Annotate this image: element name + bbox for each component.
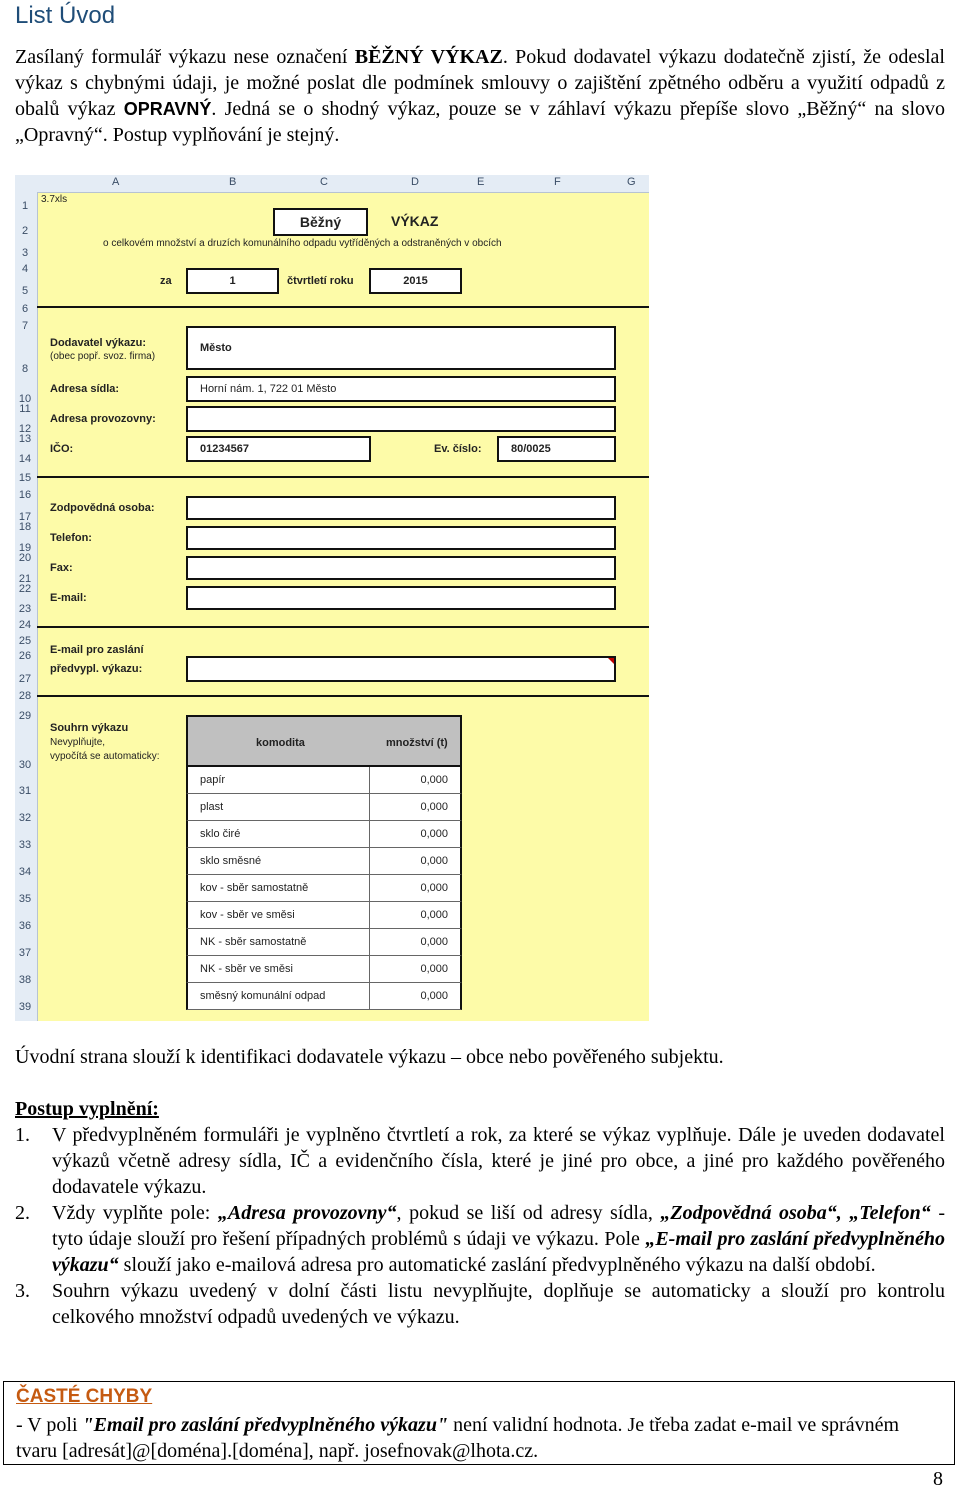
quarter-label: čtvrtletí roku [287, 275, 354, 287]
table-row [186, 848, 462, 875]
cell-divider [369, 929, 370, 955]
row-header-36[interactable]: 36 [18, 920, 32, 932]
step-1: 1. V předvyplněném formuláři je vyplněno čtvrtletí a rok, za které se výkaz vyplňuje. Dále je uveden dodavatel výkazů včetně adresy sídla, IČ a evidenčního čísla, které je jiné pro obce, a jiné pro každého pověřeného dodavatele výkazu. [15, 1124, 945, 1198]
column-header-g[interactable]: G [627, 176, 636, 188]
operation-address-field[interactable] [186, 406, 616, 432]
intro-paragraph: Zasílaný formulář výkazu nese označení BĚŽNÝ VÝKAZ. Pokud dodavatel výkazu dodatečně zjistí, že odeslal výkaz s chybnými údaji, je možné poslat dle podmínek smlouvy o zajištění zpětného odběru a využití odpadů z obalů výkaz OPRAVNÝ. Jedná se o shodný výkaz, pouze se v záhlaví výkazu přepíše slovo „Běžný“ na slovo „Opravný“. Postup vyplňování je stejný. [15, 46, 946, 146]
row-header-24[interactable]: 24 [18, 619, 32, 631]
filename-cell: 3.7xls [41, 194, 68, 205]
opravny-term: OPRAVNÝ [123, 99, 212, 119]
cell-divider [369, 956, 370, 982]
table-row [186, 956, 462, 983]
commodity-cell: papír [200, 774, 226, 786]
address-label: Adresa sídla: [50, 383, 120, 395]
quantity-cell: 0,000 [420, 963, 448, 975]
row-header-11[interactable]: 11 [19, 403, 31, 415]
row-header-30[interactable]: 30 [18, 759, 32, 771]
row-header-6[interactable]: 6 [21, 303, 29, 315]
row-header-17[interactable]: 17 [18, 511, 32, 523]
row-header-12[interactable]: 12 [18, 423, 32, 435]
row-header-26[interactable]: 26 [18, 650, 32, 662]
row-header-7[interactable]: 7 [21, 320, 29, 332]
report-subtitle: o celkovém množství a druzích komunálního odpadu vytříděných a odstraněných v obcích [103, 238, 502, 249]
row-header-21[interactable]: 21 [18, 573, 32, 585]
report-type-field[interactable]: Běžný [273, 208, 368, 236]
row-header-28[interactable]: 28 [18, 690, 32, 702]
caption: Úvodní strana slouží k identifikaci dodavatele výkazu – obce nebo pověřeného subjektu. [15, 1046, 724, 1068]
row-header-25[interactable]: 25 [18, 635, 32, 647]
commodity-cell: NK - sběr ve směsi [200, 963, 293, 975]
person-label: Zodpovědná osoba: [50, 502, 155, 514]
commodity-cell: sklo směsné [200, 855, 262, 867]
row-header-23[interactable]: 23 [18, 603, 32, 615]
column-header-d[interactable]: D [411, 176, 419, 188]
column-header-e[interactable]: E [477, 176, 485, 188]
row-header [15, 192, 38, 1021]
commodity-cell: plast [200, 801, 224, 813]
table-row [186, 767, 462, 794]
cell-divider [369, 767, 370, 793]
email-label: E-mail: [50, 592, 87, 604]
email-field[interactable] [186, 586, 616, 610]
supplier-label: Dodavatel výkazu: [50, 337, 146, 349]
commodity-cell: kov - sběr ve směsi [200, 909, 295, 921]
quantity-cell: 0,000 [420, 801, 448, 813]
step-3: 3. Souhrn výkazu uvedený v dolní části listu nevyplňujte, doplňuje se automaticky a slouží pro kontrolu celkového množství odpadů uvedených ve výkazu. [15, 1280, 945, 1328]
cell-divider [369, 794, 370, 820]
page-number: 8 [933, 1468, 943, 1490]
table-row [186, 794, 462, 821]
summary-note-2: vypočítá se automaticky: [50, 751, 160, 762]
summary-title: Souhrn výkazu [50, 722, 129, 734]
row-header-33[interactable]: 33 [18, 839, 32, 851]
person-field[interactable] [186, 496, 616, 520]
row-header-5[interactable]: 5 [21, 285, 29, 297]
divider [37, 695, 649, 697]
row-header-34[interactable]: 34 [18, 866, 32, 878]
procedure-title: Postup vyplnění: [15, 1098, 159, 1120]
row-header-18[interactable]: 18 [18, 521, 32, 533]
commodity-cell: sklo čiré [200, 828, 241, 840]
quantity-cell: 0,000 [420, 774, 448, 786]
supplier-field[interactable]: Město [186, 326, 616, 370]
prefill-email-label-1: E-mail pro zaslání [50, 644, 144, 656]
quantity-cell: 0,000 [420, 828, 448, 840]
row-header-39[interactable]: 39 [18, 1001, 32, 1013]
column-header [15, 175, 649, 193]
za-label: za [160, 275, 172, 287]
quantity-cell: 0,000 [420, 855, 448, 867]
row-header-4[interactable]: 4 [21, 263, 29, 275]
prefill-email-field[interactable] [186, 656, 616, 682]
page-heading: List Úvod [15, 2, 116, 29]
phone-label: Telefon: [50, 532, 92, 544]
commodity-cell: směsný komunální odpad [200, 990, 326, 1002]
row-header-19[interactable]: 19 [18, 542, 32, 554]
column-header-a[interactable]: A [112, 176, 120, 188]
ico-field[interactable]: 01234567 [186, 436, 371, 462]
common-errors-text: - V poli "Email pro zaslání předvyplněného výkazu" není validní hodnota. Je třeba zadat e-mail ve správném tvaru [adresát]@[doména].[doména], např. josefnovak@lhota.cz. [16, 1414, 900, 1462]
ico-label: IČO: [50, 443, 74, 455]
summary-table [186, 715, 462, 1010]
bezny-vykaz-term: BĚŽNÝ VÝKAZ [354, 46, 503, 68]
divider [37, 476, 649, 478]
divider [37, 626, 649, 628]
cell-divider [369, 821, 370, 847]
prefill-email-label-2: předvypl. výkazu: [50, 663, 143, 675]
report-title: VÝKAZ [391, 213, 439, 229]
commodity-cell: NK - sběr samostatně [200, 936, 307, 948]
year-field[interactable]: 2015 [369, 268, 462, 294]
row-header-1[interactable]: 1 [21, 200, 29, 212]
procedure-steps [15, 1122, 945, 1330]
row-header-29[interactable]: 29 [18, 710, 32, 722]
operation-address-label: Adresa provozovny: [50, 413, 156, 425]
row-header-22[interactable]: 22 [18, 583, 32, 595]
table-row [186, 821, 462, 848]
divider [37, 306, 649, 308]
quantity-cell: 0,000 [420, 882, 448, 894]
summary-note-1: Nevyplňujte, [50, 737, 106, 748]
quantity-cell: 0,000 [420, 936, 448, 948]
row-header-10[interactable]: 10 [18, 393, 32, 405]
commodity-cell: kov - sběr samostatně [200, 882, 309, 894]
address-field[interactable]: Horní nám. 1, 722 01 Město [186, 376, 616, 402]
cell-divider [369, 983, 370, 1009]
row-header-35[interactable]: 35 [18, 893, 32, 905]
fax-label: Fax: [50, 562, 73, 574]
quantity-header: množství (t) [386, 737, 448, 749]
cell-divider [369, 902, 370, 928]
step-2: 2. Vždy vyplňte pole: „Adresa provozovny“, pokud se liší od adresy sídla, „Zodpovědná osoba“, „Telefon“ - tyto údaje slouží pro řešení případných problémů s údaji ve výkazu. Pole „E-mail pro zaslání předvyplněného výkazu“ slouží jako e-mailová adresa pro automatické zaslání předvyplněného výkazu na další období. [15, 1202, 945, 1276]
table-row [186, 875, 462, 902]
row-header-38[interactable]: 38 [18, 974, 32, 986]
row-header-31[interactable]: 31 [18, 785, 32, 797]
table-row [186, 902, 462, 929]
ev-label: Ev. číslo: [434, 443, 482, 455]
ev-field[interactable]: 80/0025 [497, 436, 616, 462]
row-header-3[interactable]: 3 [21, 247, 29, 259]
phone-field[interactable] [186, 526, 616, 550]
comment-marker-icon [608, 658, 614, 664]
quarter-field[interactable]: 1 [186, 268, 279, 294]
column-header-f[interactable]: F [554, 176, 561, 188]
row-header-16[interactable]: 16 [18, 489, 32, 501]
cell-divider [369, 875, 370, 901]
column-header-c[interactable]: C [320, 176, 328, 188]
cell-divider [369, 848, 370, 874]
row-header-14[interactable]: 14 [18, 453, 32, 465]
table-row [186, 983, 462, 1010]
row-header-27[interactable]: 27 [18, 673, 32, 685]
row-header-8[interactable]: 8 [21, 363, 29, 375]
summary-table-header [186, 715, 462, 767]
row-header-32[interactable]: 32 [18, 812, 32, 824]
quantity-cell: 0,000 [420, 909, 448, 921]
common-errors-title: ČASTÉ CHYBY [16, 1386, 153, 1407]
commodity-header: komodita [256, 737, 305, 749]
quantity-cell: 0,000 [420, 990, 448, 1002]
row-header-37[interactable]: 37 [18, 947, 32, 959]
supplier-note: (obec popř. svoz. firma) [50, 351, 156, 362]
table-row [186, 929, 462, 956]
column-header-b[interactable]: B [229, 176, 237, 188]
row-header-20[interactable]: 20 [18, 552, 32, 564]
common-errors-box [3, 1381, 955, 1465]
row-header-15[interactable]: 15 [18, 472, 32, 484]
row-header-2[interactable]: 2 [21, 225, 29, 237]
row-header-13[interactable]: 13 [18, 433, 32, 445]
spreadsheet-screenshot [15, 175, 649, 1021]
fax-field[interactable] [186, 556, 616, 580]
